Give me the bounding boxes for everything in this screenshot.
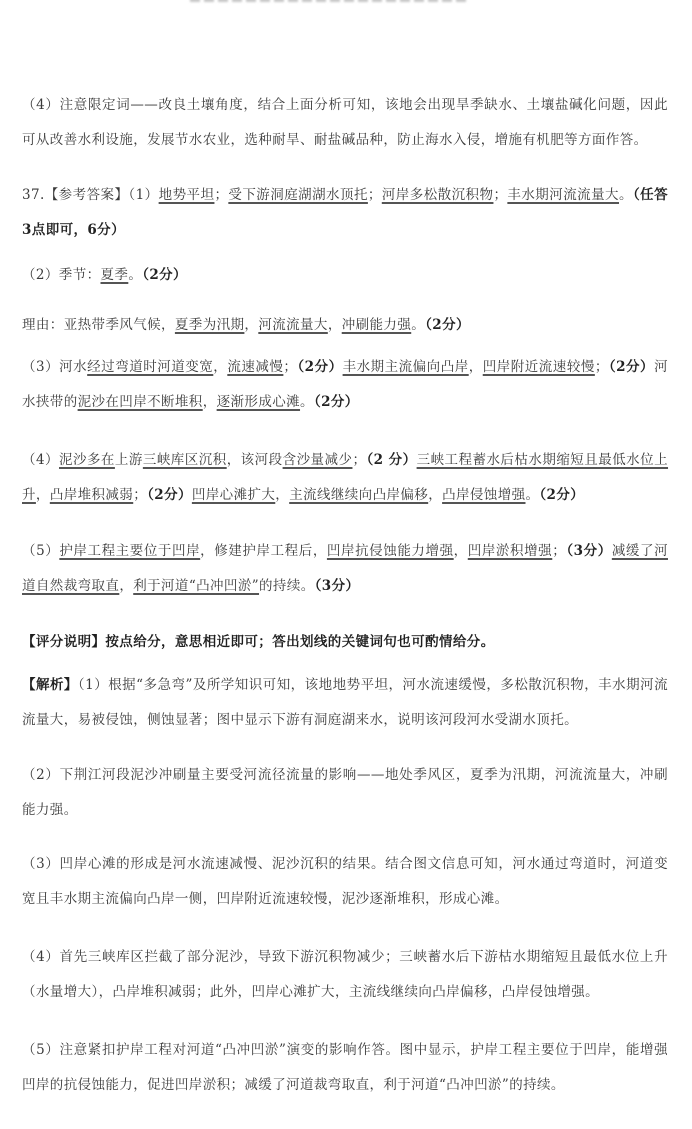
score: （2分）: [608, 359, 655, 375]
score: （3分）: [314, 578, 360, 594]
key-point: 冲刷能力强: [341, 317, 412, 333]
key-point: 凹岸心滩扩大: [191, 487, 276, 503]
score: （2 分）: [366, 452, 417, 468]
key-point: 泥沙在凹岸不断堆积: [77, 394, 203, 410]
answer-q5-paragraph: （5）护岸工程主要位于凹岸，修建护岸工程后，凹岸抗侵蚀能力增强，凹岸淤积增强；（3分）减缓了河道自然裁弯取直，利于河道“凸冲凹淤”的持续。（3分）: [22, 543, 668, 594]
key-point: 丰水期河流流量大: [507, 187, 620, 203]
cropped-page-header: [190, 0, 470, 2]
key-point: 护岸工程主要位于凹岸: [59, 543, 201, 559]
answer-q4-paragraph: （4）泥沙多在上游三峡库区沉积，该河段含沙量减少；（2 分）三峡工程蓄水后枯水期缩短且最低水位上升，凸岸堆积减弱；（2分）凹岸心滩扩大，主流线继续向凸岸偏移，凸岸侵蚀增强。（2分）: [22, 452, 669, 503]
analysis-q3-paragraph: （3）凹岸心滩的形成是河水流速减慢、泥沙沉积的结果。结合图文信息可知，河水通过弯道时，河道变宽且丰水期主流偏向凸岸一侧，凹岸附近流速较慢，泥沙逐渐堆积，形成心滩。: [22, 856, 668, 907]
key-point: 凸岸堆积减弱: [49, 487, 134, 503]
key-point: 凸岸侵蚀增强: [442, 487, 526, 503]
grading-note: 【评分说明】按点给分，意思相近即可；答出划线的关键词句也可酌情给分。: [22, 634, 495, 650]
key-point: 地势平坦: [158, 187, 215, 203]
key-point: 三峡工程蓄水后枯水期缩短且最低水位上升: [22, 452, 669, 503]
score: （2分）: [142, 267, 187, 283]
answer-q2-reason: 理由：亚热带季风气候，夏季为汛期，河流流量大，冲刷能力强。（2分）: [22, 317, 470, 333]
key-point: 凹岸抗侵蚀能力增强: [326, 543, 454, 559]
score: （3分）: [566, 543, 612, 559]
key-point: 河岸多松散沉积物: [381, 187, 494, 203]
key-point: 河流流量大: [258, 317, 328, 333]
answer-q3-paragraph: （3）河水经过弯道时河道变宽，流速减慢；（2分）丰水期主流偏向凸岸，凹岸附近流速较慢；（2分）河水挟带的泥沙在凹岸不断堆积，逐渐形成心滩。（2分）: [22, 359, 668, 410]
key-point: 逐渐形成心滩: [216, 394, 301, 410]
score: （2分）: [313, 394, 359, 410]
analysis-q4-paragraph: （4）首先三峡库区拦截了部分泥沙，导致下游沉积物减少；三峡蓄水后下游枯水期缩短且最低水位上升（水量增大），凸岸堆积减弱；此外，凹岸心滩扩大，主流线继续向凸岸偏移，凸岸侵蚀增强。: [22, 949, 668, 1000]
answer-q1-paragraph: 37.【参考答案】（1）地势平坦；受下游洞庭湖湖水顶托；河岸多松散沉积物；丰水期河流流量大。（任答3点即可，6分）: [22, 187, 669, 238]
intro-q4-paragraph: （4）注意限定词——改良土壤角度，结合上面分析可知，该地会出现旱季缺水、土壤盐碱化问题，因此可从改善水利设施，发展节水农业，选种耐旱、耐盐碱品种，防止海水入侵，增施有机肥等方面作答。: [22, 97, 668, 148]
key-point: 受下游洞庭湖湖水顶托: [228, 187, 368, 203]
key-point: 主流线继续向凸岸偏移: [289, 487, 429, 503]
answer-label: 【参考答案】: [44, 187, 129, 203]
key-point: 三峡库区沉积: [142, 452, 227, 468]
score: （2分）: [539, 487, 585, 503]
analysis-q1-paragraph: 【解析】（1）根据“多急弯”及所学知识可知，该地地势平坦，河水流速缓慢，多松散沉积物，丰水期河流流量大，易被侵蚀，侧蚀显著；图中显示下游有洞庭湖来水，说明该河段河水受湖水顶托。: [22, 677, 668, 728]
analysis-q5-paragraph: （5）注意紧扣护岸工程对河道“凸冲凹淤”演变的影响作答。图中显示，护岸工程主要位于凹岸，能增强凹岸的抗侵蚀能力，促进凹岸淤积；减缓了河道裁弯取直，利于河道“凸冲凹淤”的持续。: [22, 1042, 668, 1093]
score: （2分）: [425, 317, 470, 333]
key-point: 夏季: [100, 267, 129, 283]
key-point: 泥沙多在: [59, 452, 115, 468]
analysis-q2-paragraph: （2）下荆江河段泥沙冲刷量主要受河流径流量的影响——地处季风区，夏季为汛期，河流流量大，冲刷能力强。: [22, 767, 668, 818]
score-note: （任答3点即可，6分）: [22, 187, 669, 238]
question-number: 37.: [22, 187, 45, 203]
score: （2分）: [147, 487, 192, 503]
score: （2分）: [297, 359, 343, 375]
key-point: 减缓了河道自然裁弯取直: [22, 543, 668, 594]
key-point: 凹岸淤积增强: [467, 543, 553, 559]
key-point: 凹岸附近流速较慢: [482, 359, 595, 375]
analysis-label: 【解析】: [22, 677, 78, 693]
key-point: 利于河道“凸冲凹淤”: [133, 578, 260, 594]
key-point: 丰水期主流偏向凸岸: [342, 359, 469, 375]
key-point: 夏季为汛期: [174, 317, 245, 333]
key-point: 流速减慢: [227, 359, 284, 375]
answer-q2-season: （2）季节：夏季。（2分）: [22, 267, 187, 283]
key-point: 经过弯道时河道变宽: [87, 359, 214, 375]
key-point: 含沙量减少: [282, 452, 353, 468]
